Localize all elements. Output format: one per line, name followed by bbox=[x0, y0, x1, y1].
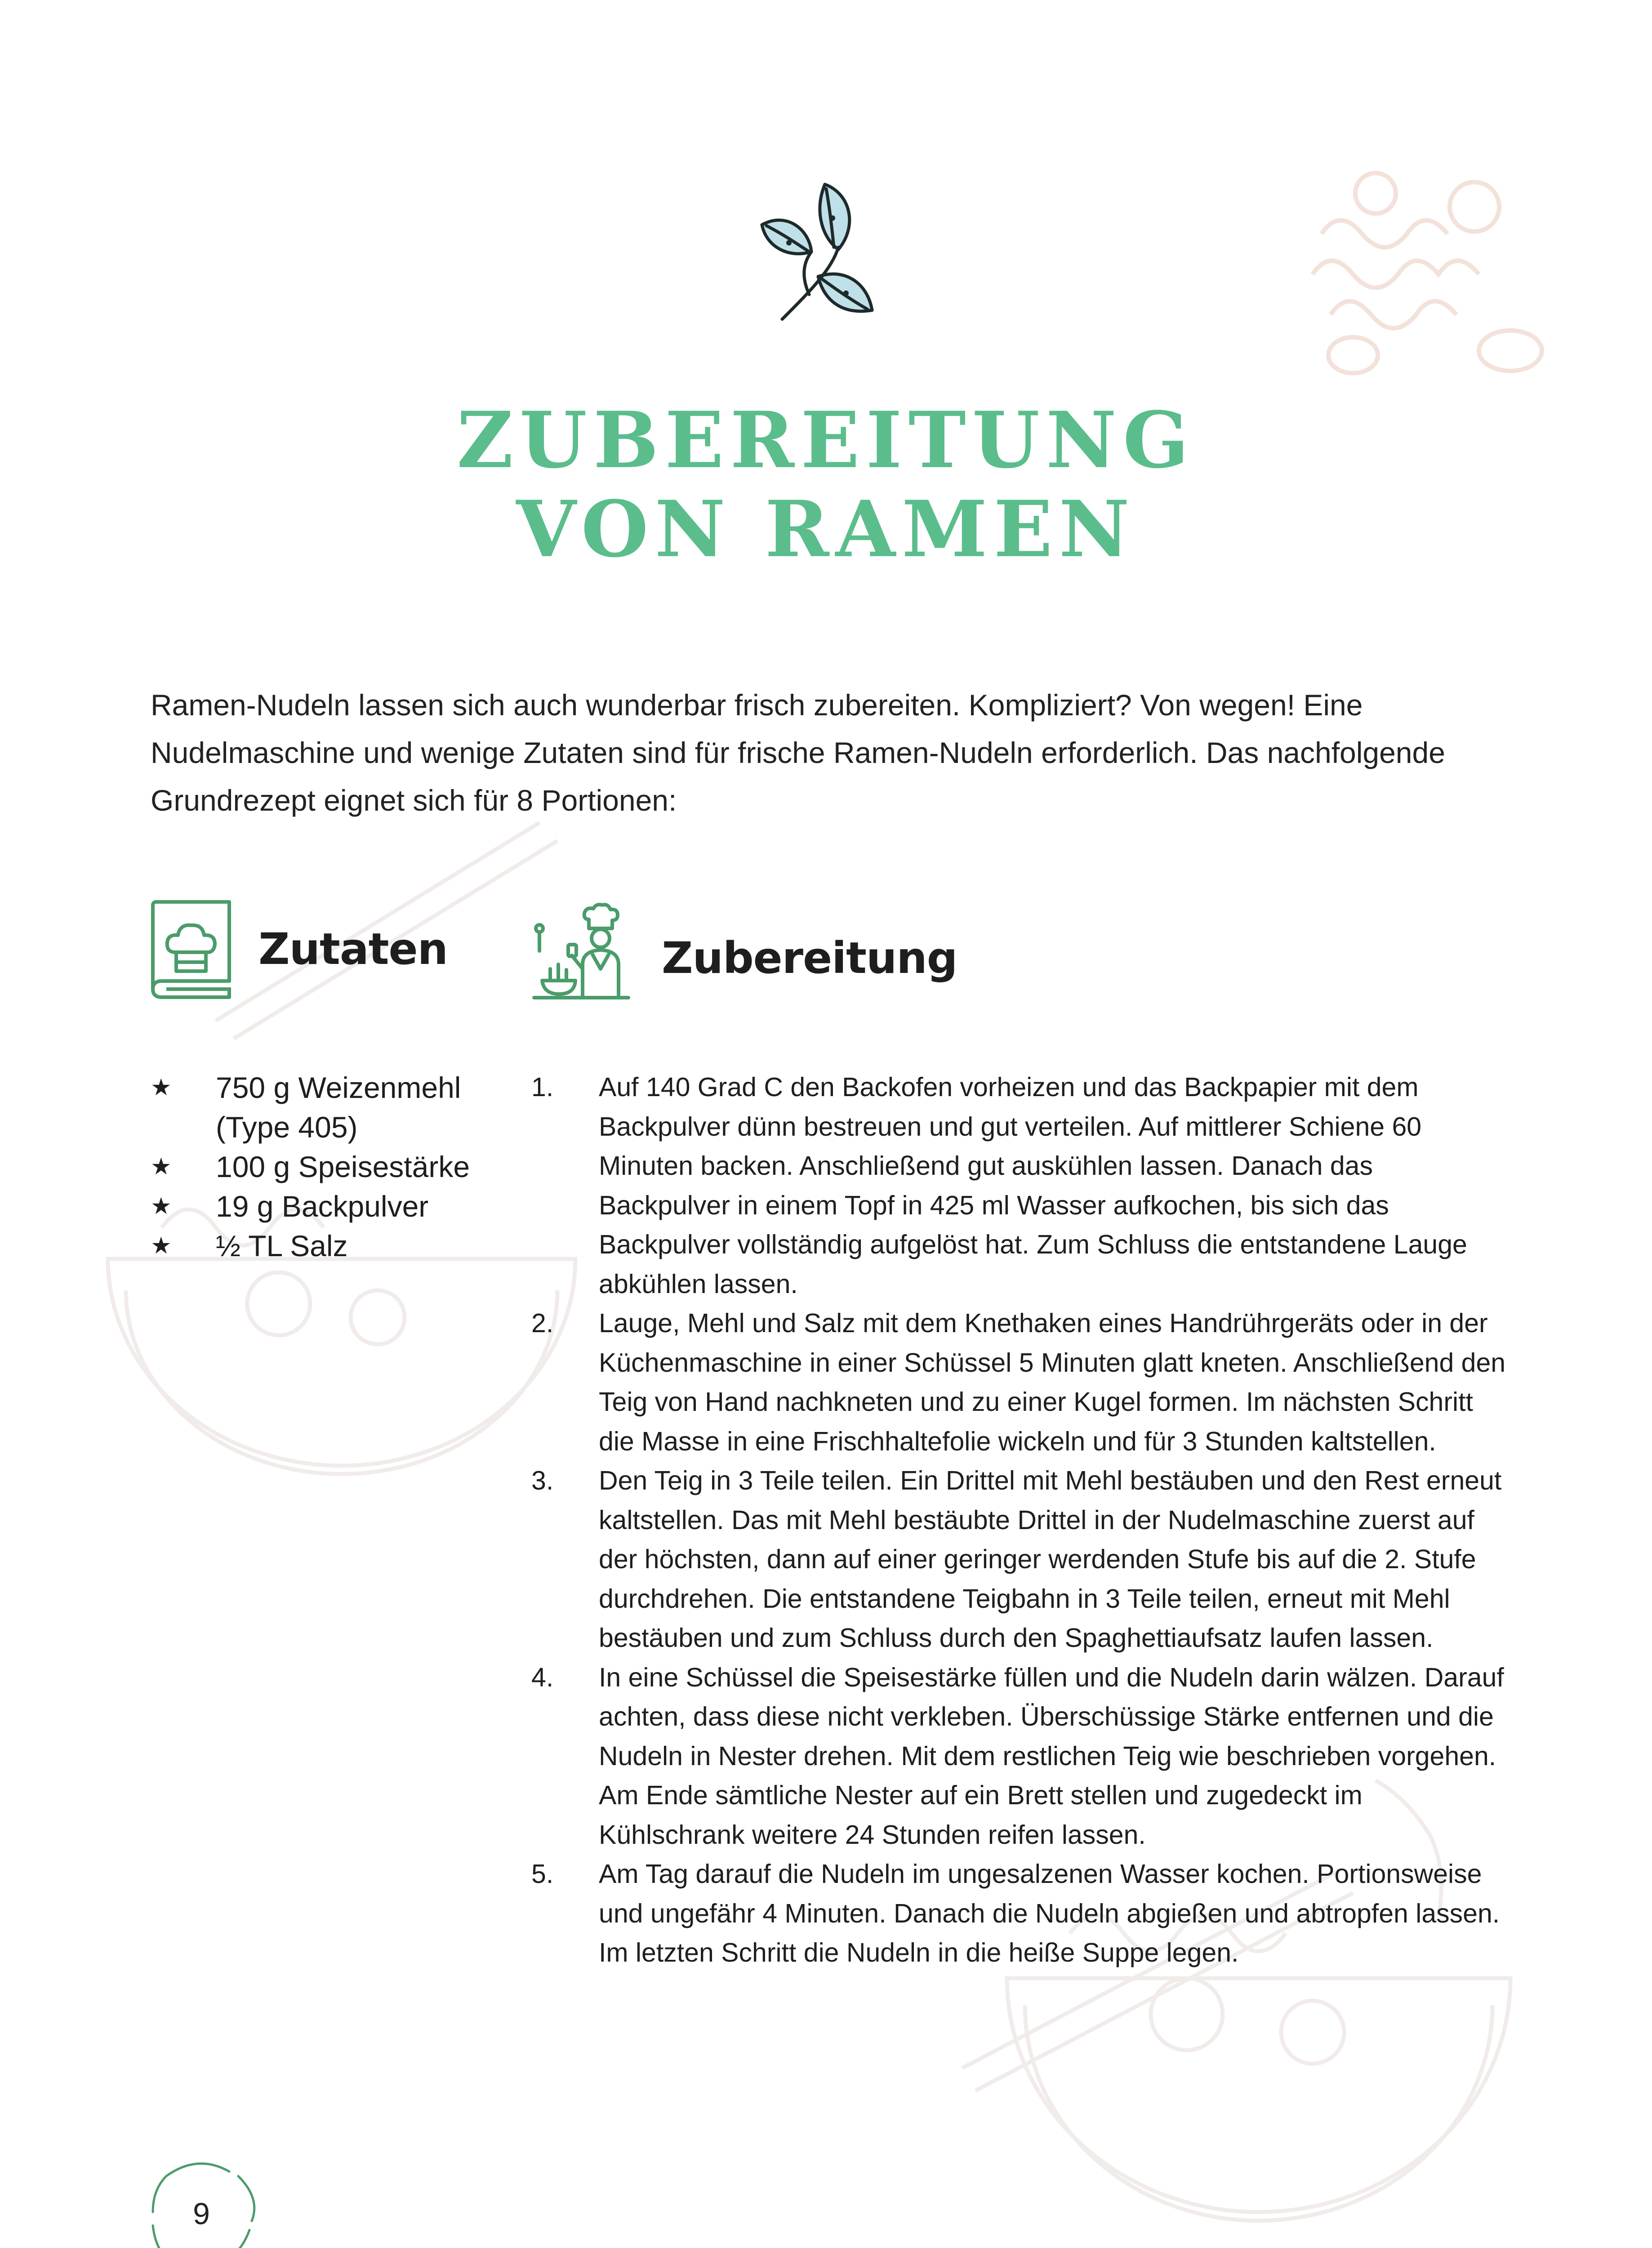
page-number-badge bbox=[148, 2158, 265, 2248]
step-text: Den Teig in 3 Teile teilen. Ein Drittel mit Mehl bestäuben und den Rest erneut kaltstellen. Das mit Mehl bestäubte Drittel in der Nudelmaschine zuerst auf der höchsten, dann auf einer geringer werdenden Stufe bis auf die 2. Stufe durchdrehen. Die entstandene Teigbahn in 3 Teile teilen, erneut mit Mehl bestäuben und zum Schluss durch den Spaghettiaufsatz laufen lassen. bbox=[599, 1466, 1502, 1653]
list-item: ★ 100 g Speisestärke bbox=[151, 1147, 519, 1186]
ingredients-list bbox=[151, 1068, 519, 1266]
step-item bbox=[531, 1461, 1507, 1658]
step-number: 2. bbox=[531, 1308, 554, 1338]
page-title bbox=[0, 396, 1652, 574]
star-bullet-icon: ★ bbox=[151, 1193, 172, 1219]
step-text: Am Tag darauf die Nudeln im ungesalzenen Wasser kochen. Portionsweise und ungefähr 4 Minuten. Danach die Nudeln abgießen und abtropfen lassen. Im letzten Schritt die Nudeln in die heiße Suppe legen. bbox=[599, 1859, 1500, 1967]
herb-leaves-icon bbox=[746, 175, 890, 328]
step-item bbox=[531, 1304, 1507, 1461]
step-number: 3. bbox=[531, 1466, 554, 1495]
step-text: Lauge, Mehl und Salz mit dem Knethaken eines Handrührgeräts oder in der Küchenmaschine in einer Schüssel 5 Minuten glatt kneten. Anschließend den Teig von Hand nachkneten und zu einer Kugel formen. Im nächsten Schritt die Masse in eine Frischhaltefolie wickeln und für 3 Stunden kaltstellen. bbox=[599, 1308, 1506, 1456]
noodles-watermark-icon bbox=[1286, 144, 1555, 396]
page-number: 9 bbox=[193, 2197, 210, 2231]
preparation-heading: Zubereitung bbox=[662, 933, 957, 983]
star-bullet-icon: ★ bbox=[151, 1154, 172, 1180]
step-text: Auf 140 Grad C den Backofen vorheizen und das Backpapier mit dem Backpulver dünn bestreuen und gut verteilen. Auf mittlerer Schiene 60 Minuten backen. Anschließend gut auskühlen lassen. Danach das Backpulver in einem Topf in 425 ml Wasser aufkochen, bis sich das Backpulver vollständig aufgelöst hat. Zum Schluss die entstandene Lauge abkühlen lassen. bbox=[599, 1072, 1467, 1299]
star-bullet-icon: ★ bbox=[151, 1075, 172, 1101]
list-item: ★ 750 g Weizenmehl (Type 405) bbox=[151, 1068, 519, 1147]
title-line-1: ZUBEREITUNG bbox=[457, 394, 1195, 486]
list-item: ★ 19 g Backpulver bbox=[151, 1186, 519, 1226]
preparation-steps bbox=[531, 1068, 1507, 1973]
step-number: 5. bbox=[531, 1859, 554, 1889]
ingredients-heading: Zutaten bbox=[258, 924, 448, 974]
title-line-2: VON RAMEN bbox=[516, 483, 1136, 575]
step-text: In eine Schüssel die Speisestärke füllen und die Nudeln darin wälzen. Darauf achten, dass diese nicht verkleben. Überschüssige Stärke entfernen und die Nudeln in Nester drehen. Mit dem restlichen Teig wie beschrieben vorgehen. Am Ende sämtliche Nester auf ein Brett stellen und zugedeckt im Kühlschrank weitere 24 Stunden reifen lassen. bbox=[599, 1662, 1504, 1850]
step-item bbox=[531, 1658, 1507, 1855]
list-item: ★ ½ TL Salz bbox=[151, 1226, 519, 1266]
step-number: 4. bbox=[531, 1662, 554, 1692]
step-item bbox=[531, 1068, 1507, 1304]
chef-cooking-icon bbox=[530, 901, 632, 1003]
step-number: 1. bbox=[531, 1072, 554, 1102]
intro-paragraph: Ramen-Nudeln lassen sich auch wunderbar frisch zubereiten. Kompliziert? Von wegen! Eine Nudelmaschine und wenige Zutaten sind für frische Ramen-Nudeln erforderlich. Das nachfolgende Grundrezept eignet sich für 8 Portionen: bbox=[151, 688, 1445, 817]
star-bullet-icon: ★ bbox=[151, 1233, 172, 1259]
cookbook-icon bbox=[148, 899, 234, 1000]
step-item bbox=[531, 1855, 1507, 1973]
